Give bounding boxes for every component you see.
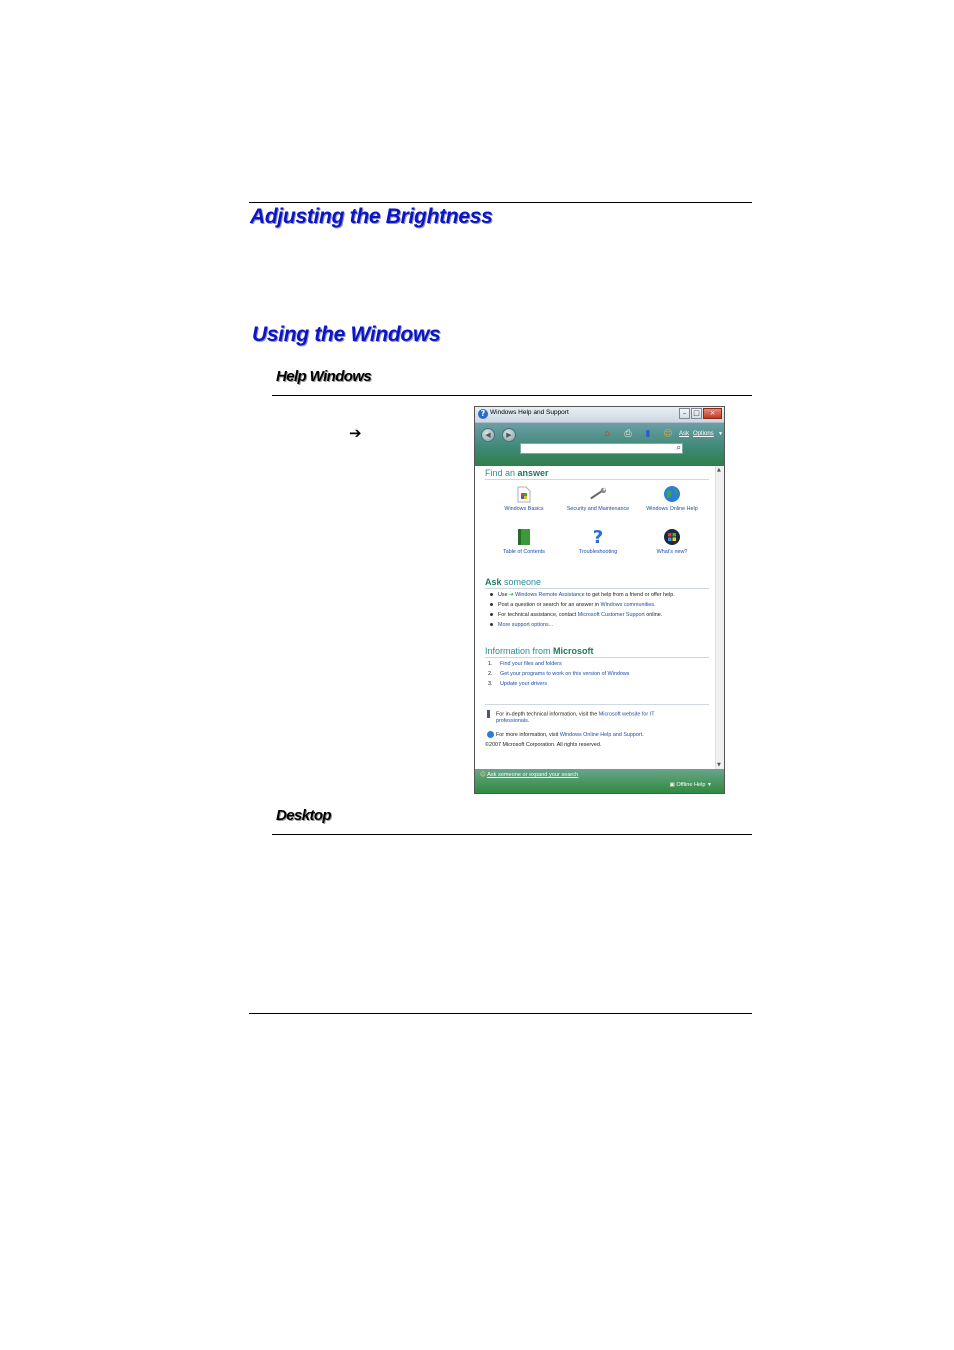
arrow-icon: ➔ [349, 424, 362, 442]
help-rule [272, 395, 752, 396]
online-help-link[interactable]: Windows Online Help and Support [559, 731, 643, 738]
tile-troubleshooting[interactable]: ? Troubleshooting [578, 526, 618, 555]
book-icon [515, 528, 533, 546]
search-input[interactable] [520, 443, 683, 454]
scrollbar[interactable] [715, 466, 724, 769]
browse-help-icon[interactable]: ▮ [645, 429, 651, 439]
help-content [475, 466, 716, 769]
divider [485, 704, 709, 705]
more-info: For more information, visit Windows Online Help and Support. [487, 731, 644, 738]
globe-icon [487, 731, 494, 738]
maximize-button[interactable]: □ [691, 408, 702, 419]
ask-link[interactable]: Ask [679, 431, 690, 437]
list-item: For technical assistance, contact Microsoft Customer Support online. [490, 612, 662, 618]
status-bar [475, 769, 724, 793]
list-item: 3. Update your drivers [488, 681, 548, 687]
help-icon: ? [478, 409, 488, 419]
computer-icon: ▣ [669, 782, 675, 788]
customer-support-link[interactable]: Microsoft Customer Support [577, 612, 645, 618]
remote-assistance-link[interactable]: Windows Remote Assistance [515, 592, 585, 598]
more-support-link[interactable]: More support options... [498, 622, 554, 628]
document-icon [515, 485, 533, 503]
it-info: For in-depth technical information, visit the Microsoft website for IT [487, 710, 655, 718]
divider [485, 657, 709, 658]
list-item: Post a question or search for an answer in Windows communities. [490, 602, 656, 608]
options-chevron-down-icon[interactable]: ▼ [718, 431, 723, 437]
info-link-1[interactable]: Find your files and folders [500, 661, 562, 667]
tile-whats-new[interactable]: What's new? [635, 528, 709, 555]
info-microsoft-heading: Information from Microsoft [485, 646, 594, 656]
home-icon[interactable]: ⌂ [604, 429, 610, 439]
wrench-icon [589, 485, 607, 503]
window-title: Windows Help and Support [490, 409, 569, 416]
it-website-link[interactable]: Microsoft website for IT [598, 711, 655, 718]
top-rule [249, 202, 752, 203]
list-item: 2. Get your programs to work on this version of Windows [488, 671, 630, 677]
windows-orb-icon [663, 528, 681, 546]
question-icon: ? [592, 526, 604, 548]
list-item [490, 622, 553, 628]
close-button[interactable]: × [703, 408, 722, 419]
divider [485, 588, 709, 589]
search-icon[interactable]: ⌕ [676, 443, 681, 452]
server-icon [487, 710, 490, 718]
forward-icon[interactable]: ▶ [502, 428, 516, 442]
tile-windows-online-help[interactable]: Windows Online Help [635, 485, 709, 512]
desktop-rule [272, 834, 752, 835]
heading-adjusting-brightness: Adjusting the Brightness [250, 205, 493, 228]
info-link-3[interactable]: Update your drivers [500, 681, 548, 687]
offline-help-button[interactable]: ▣ Offline Help ▼ [669, 782, 712, 788]
communities-link[interactable]: Windows communities [600, 602, 655, 608]
print-icon[interactable]: ⎙ [624, 429, 632, 439]
find-answer-heading: Find an answer [485, 468, 549, 478]
ask-expand-link[interactable]: ☺ Ask someone or expand your search [480, 772, 579, 778]
ask-icon[interactable]: ☺ [663, 429, 673, 439]
chevron-down-icon: ▼ [707, 782, 712, 788]
minimize-button[interactable]: – [679, 408, 690, 419]
it-info-cont: professionals. [496, 718, 530, 724]
list-item: Use ➔ Windows Remote Assistance to get help from a friend or offer help. [490, 592, 675, 598]
it-website-link-cont[interactable]: professionals [496, 718, 528, 724]
info-link-2[interactable]: Get your programs to work on this version of Windows [500, 671, 630, 677]
bottom-rule [249, 1013, 752, 1014]
copyright: ©2007 Microsoft Corporation. All rights reserved. [485, 742, 602, 748]
help-window [474, 406, 725, 794]
back-icon[interactable]: ◀ [481, 428, 495, 442]
scroll-up-icon[interactable]: ▲ [717, 467, 721, 473]
scroll-down-icon[interactable]: ▼ [717, 762, 721, 768]
options-link[interactable]: Options [693, 431, 714, 437]
list-item: 1. Find your files and folders [488, 661, 562, 667]
heading-help-windows: Help Windows [276, 368, 372, 385]
tile-windows-basics[interactable]: Windows Basics [487, 485, 561, 512]
ask-someone-heading: Ask someone [485, 577, 542, 587]
globe-icon [663, 485, 681, 503]
tile-security-maintenance[interactable]: Security and Maintenance [561, 485, 635, 512]
divider [485, 479, 709, 480]
heading-desktop: Desktop [276, 807, 331, 824]
people-icon: ☺ [480, 772, 486, 778]
tile-table-of-contents[interactable]: Table of Contents [487, 528, 561, 555]
heading-using-windows: Using the Windows [252, 323, 441, 346]
title-bar[interactable] [475, 407, 724, 423]
